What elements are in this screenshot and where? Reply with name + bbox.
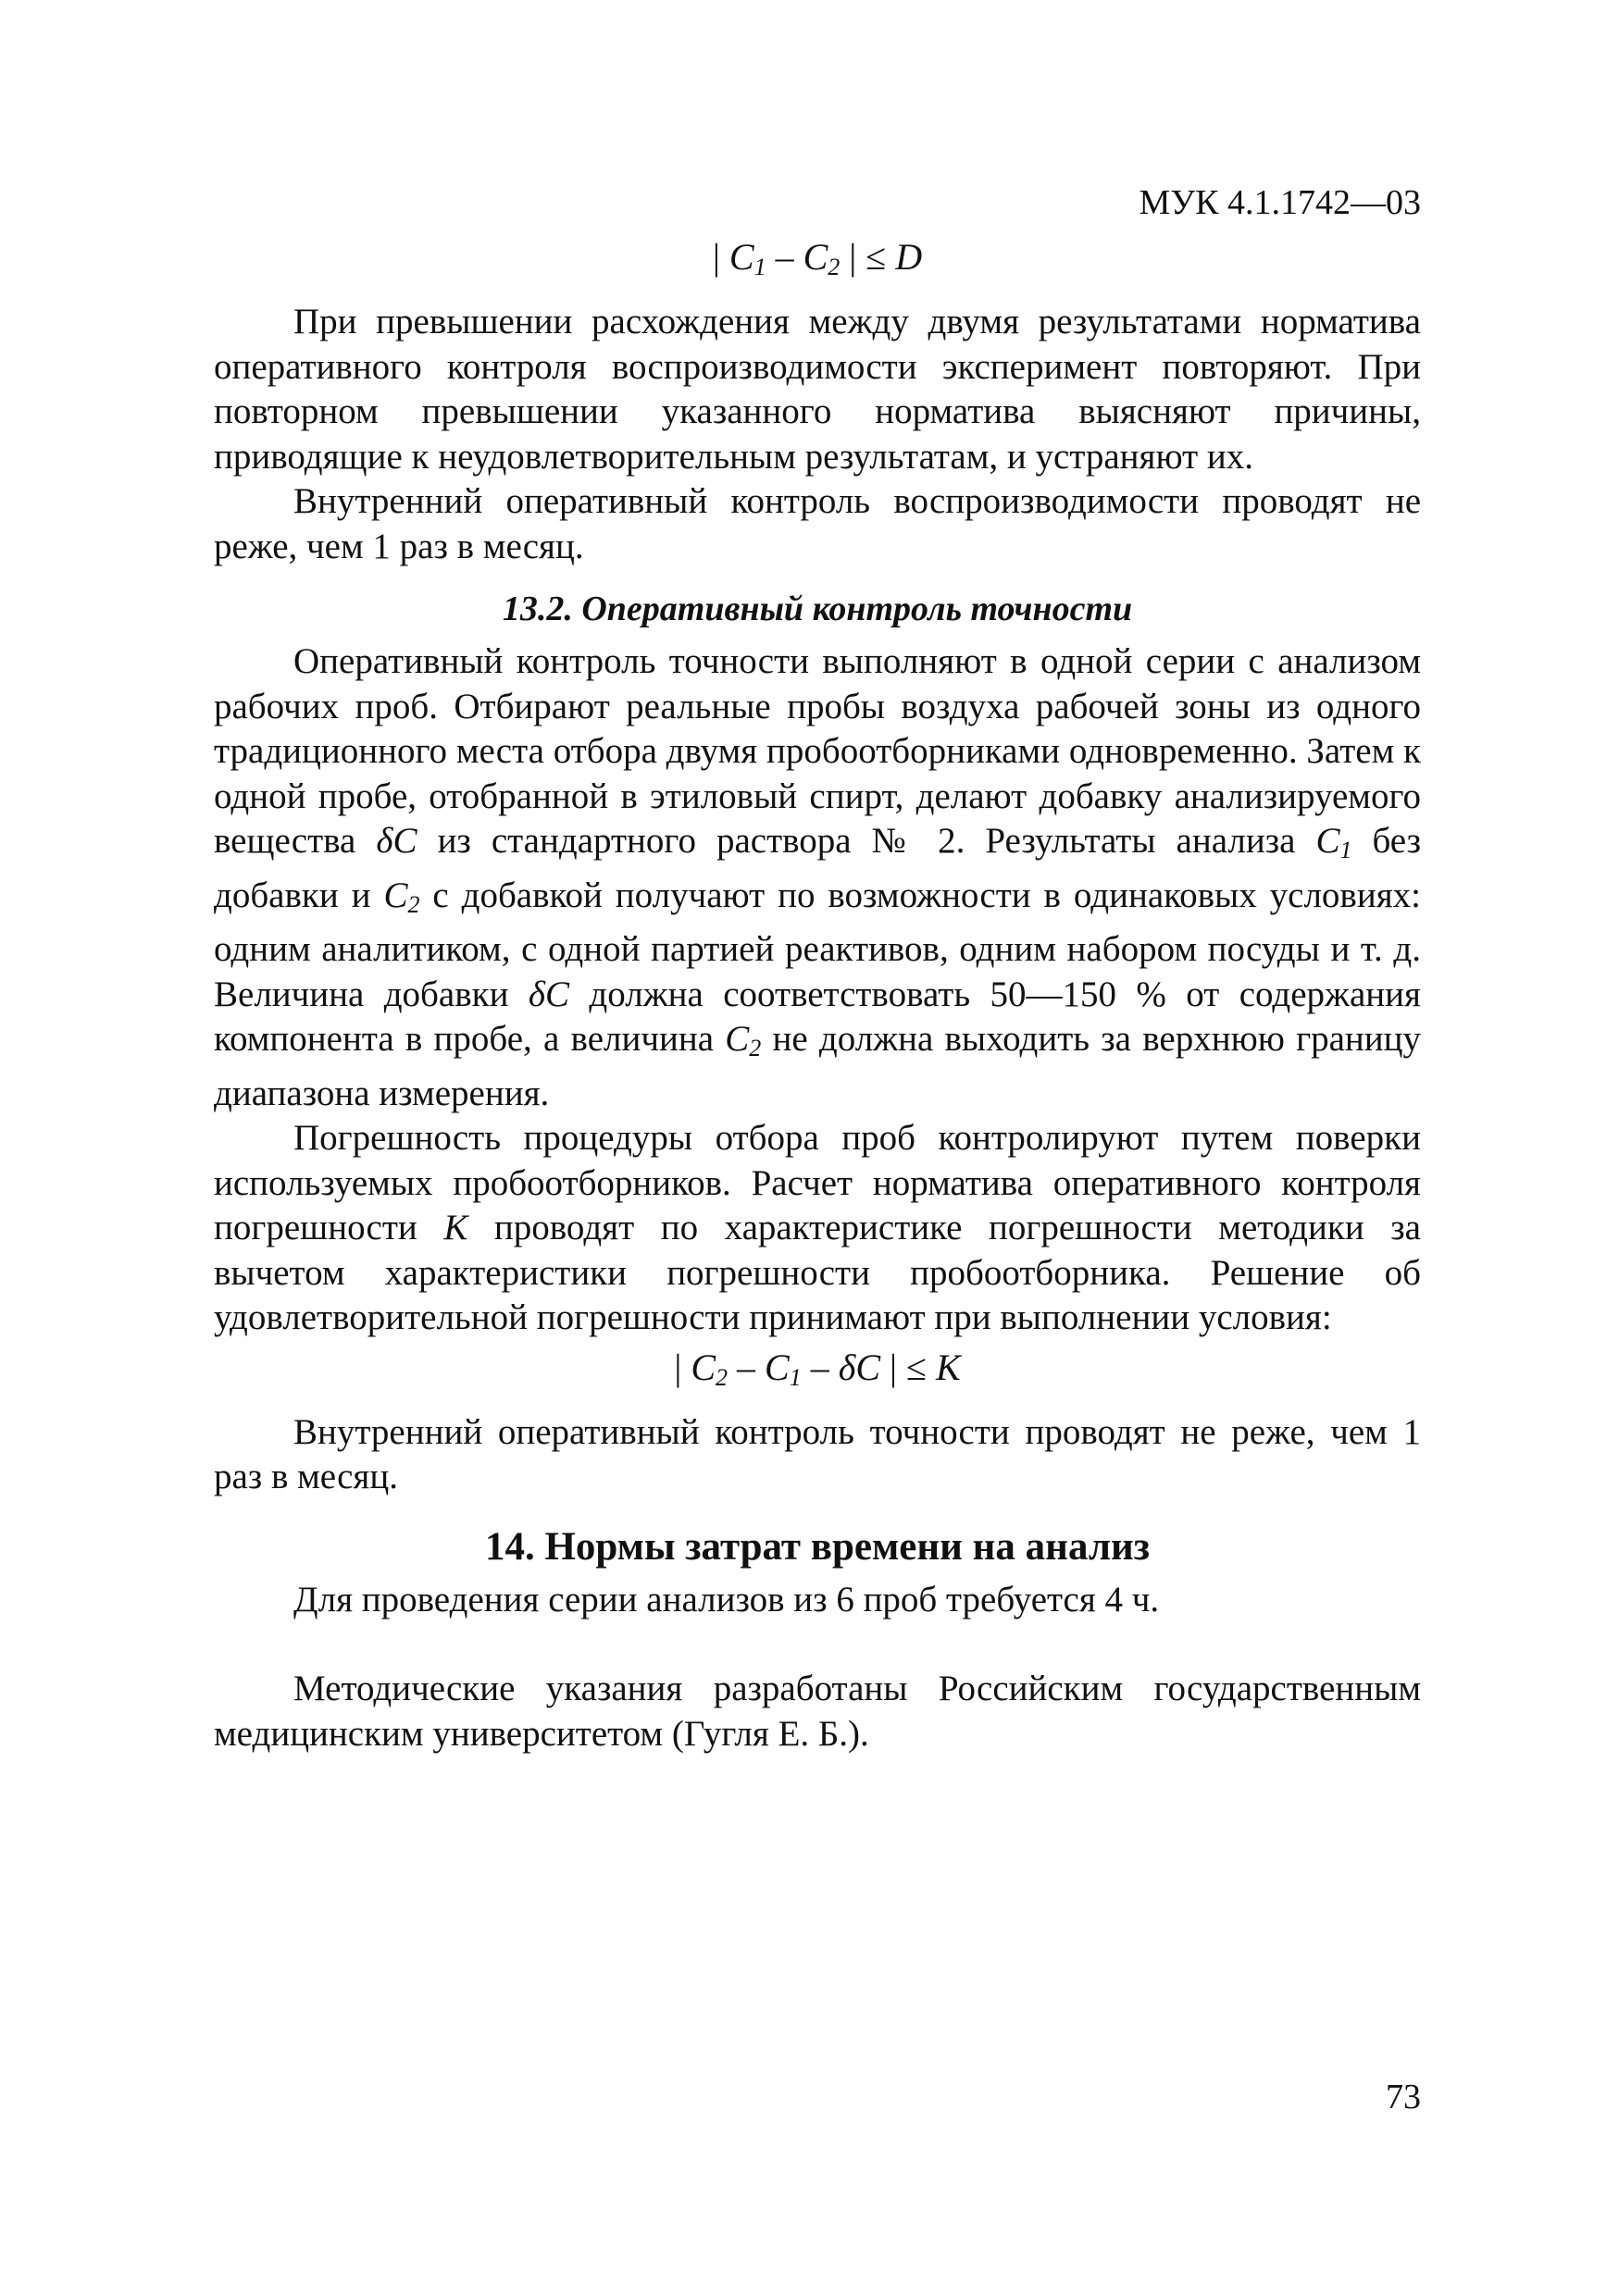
paragraph: Методические указания разработаны Российским государственным медицинским университетом (Гугля Е. Б.). [214, 1669, 1421, 1754]
formula-part: – [728, 1346, 766, 1388]
formula-part: C [803, 236, 828, 278]
formula-part: | ≤ [840, 236, 896, 278]
formula-part: – [766, 236, 803, 278]
math-symbol: K [443, 1208, 468, 1247]
formula-part: 2 [716, 1363, 729, 1391]
text-run: Погрешность процедуры отбора проб контролируют путем поверки используемых пробоотборников. Расчет норматива оперативного контроля погрешности [214, 1118, 1421, 1247]
formula-part: K [935, 1346, 961, 1388]
text-run: без добавки и [214, 821, 1421, 915]
page-number: 73 [1386, 2078, 1421, 2116]
formula-part: C [729, 236, 754, 278]
paragraph [214, 639, 1421, 1116]
text-run: из стандартного раствора № 2. Результаты анализа [417, 821, 1316, 861]
math-subscript: 1 [1339, 837, 1352, 863]
formula-part: 1 [753, 254, 766, 280]
math-symbol [725, 1019, 761, 1059]
section-title: 14. Нормы затрат времени на анализ [484, 1524, 1151, 1569]
subsection-title: 13.2. Оперативный контроль точности [502, 590, 1133, 628]
formula-part: 2 [828, 254, 841, 280]
text-run: Оперативный контроль точности выполняют в одной серии с анализом рабочих проб. Отбирают реальные пробы воздуха рабочей зоны из одного традиционного места отбора двумя пробоотборниками одновременно. Затем к одной пробе, отобранной в этиловый спирт, делают добавку анализируемого вещества [214, 641, 1421, 861]
math-symbol [383, 875, 420, 918]
formula-part: 1 [789, 1363, 802, 1391]
math-symbol: δC [376, 821, 417, 861]
paragraph: Внутренний оперативный контроль воспроизводимости проводят не реже, чем 1 раз в месяц. [214, 481, 1421, 566]
math-letter: C [1315, 821, 1340, 861]
paragraph [214, 1116, 1421, 1341]
formula-part: | ≤ [880, 1346, 936, 1388]
formula-part: C [765, 1346, 790, 1388]
math-letter: C [383, 875, 408, 915]
formula-part: D [895, 236, 923, 278]
math-symbol: δC [528, 974, 570, 1014]
paragraph: При превышении расхождения между двумя результатами норматива оперативного контроля воспроизводимости эксперимент повторяют. При повторном превышении указанного норматива выясняют причины, приводящие к неудовлетворительным результатам, и устраняют их. [214, 302, 1421, 477]
text-run: должна соответствовать 50—150 % от содержания компонента в пробе, а величина [214, 974, 1421, 1059]
math-symbol [1315, 821, 1351, 861]
text-run: с добавкой получают по возможности в одинаковых условиях: одним аналитиком, с одной партией реактивов, одним набором посуды и т. д. Величина добавки [214, 875, 1421, 1014]
math-subscript: 2 [407, 890, 420, 918]
math-subscript: 2 [749, 1035, 762, 1061]
text-run: проводят по характеристике погрешности методики за вычетом характеристики погрешности пробоотборника. Решение об удовлетворительной погрешности принимают при выполнении условия: [214, 1208, 1421, 1337]
math-letter: C [725, 1019, 750, 1059]
paragraph: Для проведения серии анализов из 6 проб требуется 4 ч. [293, 1579, 1160, 1620]
formula-part: | [674, 1346, 691, 1388]
document-code-header: МУК 4.1.1742—03 [1139, 183, 1421, 222]
formula-part: – [801, 1346, 839, 1388]
formula-reproducibility [214, 234, 1421, 291]
formula-part: | [712, 236, 729, 278]
paragraph: Внутренний оперативный контроль точности проводят не реже, чем 1 раз в месяц. [214, 1411, 1421, 1496]
formula-part: C [691, 1346, 716, 1388]
formula-accuracy [214, 1345, 1421, 1401]
document-page [214, 180, 1421, 1756]
text-run: не должна выходить за верхнюю границу диапазона измерения. [214, 1019, 1421, 1113]
formula-part: δC [838, 1346, 880, 1388]
spacer [214, 1622, 1421, 1667]
